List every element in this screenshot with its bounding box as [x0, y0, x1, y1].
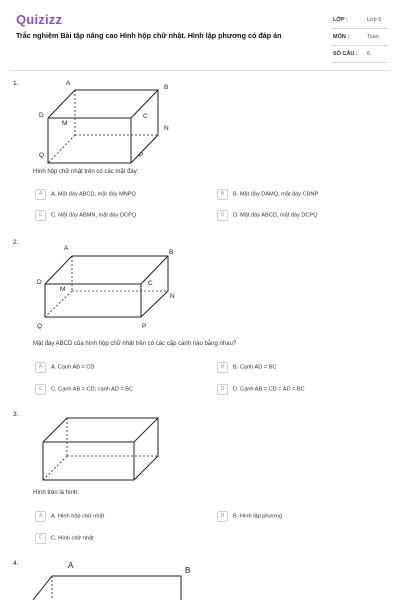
option-letter-box: B	[217, 189, 228, 200]
question-number: 2.	[13, 239, 19, 246]
cuboid-outline	[33, 576, 181, 600]
option-text: A. Mặt đáy ABCD, mặt đáy MNPQ	[51, 191, 136, 198]
info-label: LỚP :	[333, 17, 348, 23]
question-number: 4.	[13, 560, 19, 567]
option-letter-box: D	[217, 210, 228, 221]
option-letter-box: A	[35, 511, 46, 522]
option-letter-box: B	[217, 362, 228, 373]
info-value: Toán	[367, 34, 379, 40]
vertex-label-b: B	[169, 249, 174, 256]
vertex-label-n: N	[164, 125, 169, 132]
info-value: 6	[367, 51, 371, 57]
vertex-label-d: D	[39, 112, 44, 119]
vertex-label-a: A	[66, 80, 71, 87]
option-text: B. Hình lập phương	[233, 513, 283, 520]
vertex-label-p: P	[142, 323, 147, 330]
option-text: C. Mặt đáy ABMN, mặt đáy DCPQ	[51, 212, 137, 219]
question-text: Mặt đáy ABCD của hình hộp chữ nhật trên có các cặp cạnh nào bằng nhau?	[33, 341, 237, 347]
option-text: A. Hình hộp chữ nhật	[51, 513, 105, 520]
vertex-label-q: Q	[37, 323, 43, 330]
option-letter-box: D	[217, 384, 228, 395]
question-number: 1.	[13, 80, 19, 87]
option-text: A. Cạnh AB = CD	[51, 364, 95, 371]
worksheet-title: Trắc nghiệm Bài tập nâng cao Hình hộp chữ nhật. Hình lập phương có đáp án	[16, 31, 282, 40]
option-text: D. Mặt đáy ABCD, mặt đáy DCPQ	[233, 212, 318, 219]
option-letter-box: A	[35, 362, 46, 373]
option-text: B. Mặt đáy DAMQ, mặt đáy CBNP	[233, 191, 319, 198]
vertex-label-d: D	[37, 279, 42, 286]
option-text: D. Cạnh AB = CD = AD = BC	[233, 386, 305, 393]
vertex-label-b: B	[164, 84, 169, 91]
info-label: SỐ CÂU :	[333, 51, 358, 57]
vertex-label-m: M	[62, 120, 68, 127]
option-letter-box: C	[35, 384, 46, 395]
vertex-label-p: P	[139, 152, 144, 159]
info-value: Lớp 5	[367, 17, 382, 23]
option-letter-box: B	[217, 511, 228, 522]
vertex-label-c: C	[143, 113, 148, 120]
question-text: Hình trên là hình:	[33, 490, 80, 496]
vertex-label-c: C	[148, 280, 153, 287]
option-text: C. Hình chữ nhật	[51, 535, 94, 542]
option-text: C. Cạnh AB = CD; cạnh AD = BC	[51, 386, 134, 393]
vertex-label-a: A	[64, 245, 69, 252]
option-text: B. Cạnh AD = BC	[233, 364, 277, 371]
option-letter-box: C	[35, 210, 46, 221]
vertex-label-a: A	[68, 561, 74, 570]
vertex-label-q: Q	[39, 152, 45, 159]
quizizz-logo: Quizizz	[16, 12, 63, 27]
vertex-label-b: B	[185, 566, 191, 575]
question-text: Hình hộp chữ nhật trên có các mặt đáy:	[33, 169, 139, 175]
info-label: MÔN :	[333, 34, 350, 40]
vertex-label-n: N	[170, 293, 175, 300]
question-number: 3.	[13, 411, 19, 418]
option-letter-box: A	[35, 189, 46, 200]
option-letter-box: C	[35, 533, 46, 544]
vertex-label-m: M	[60, 286, 66, 293]
